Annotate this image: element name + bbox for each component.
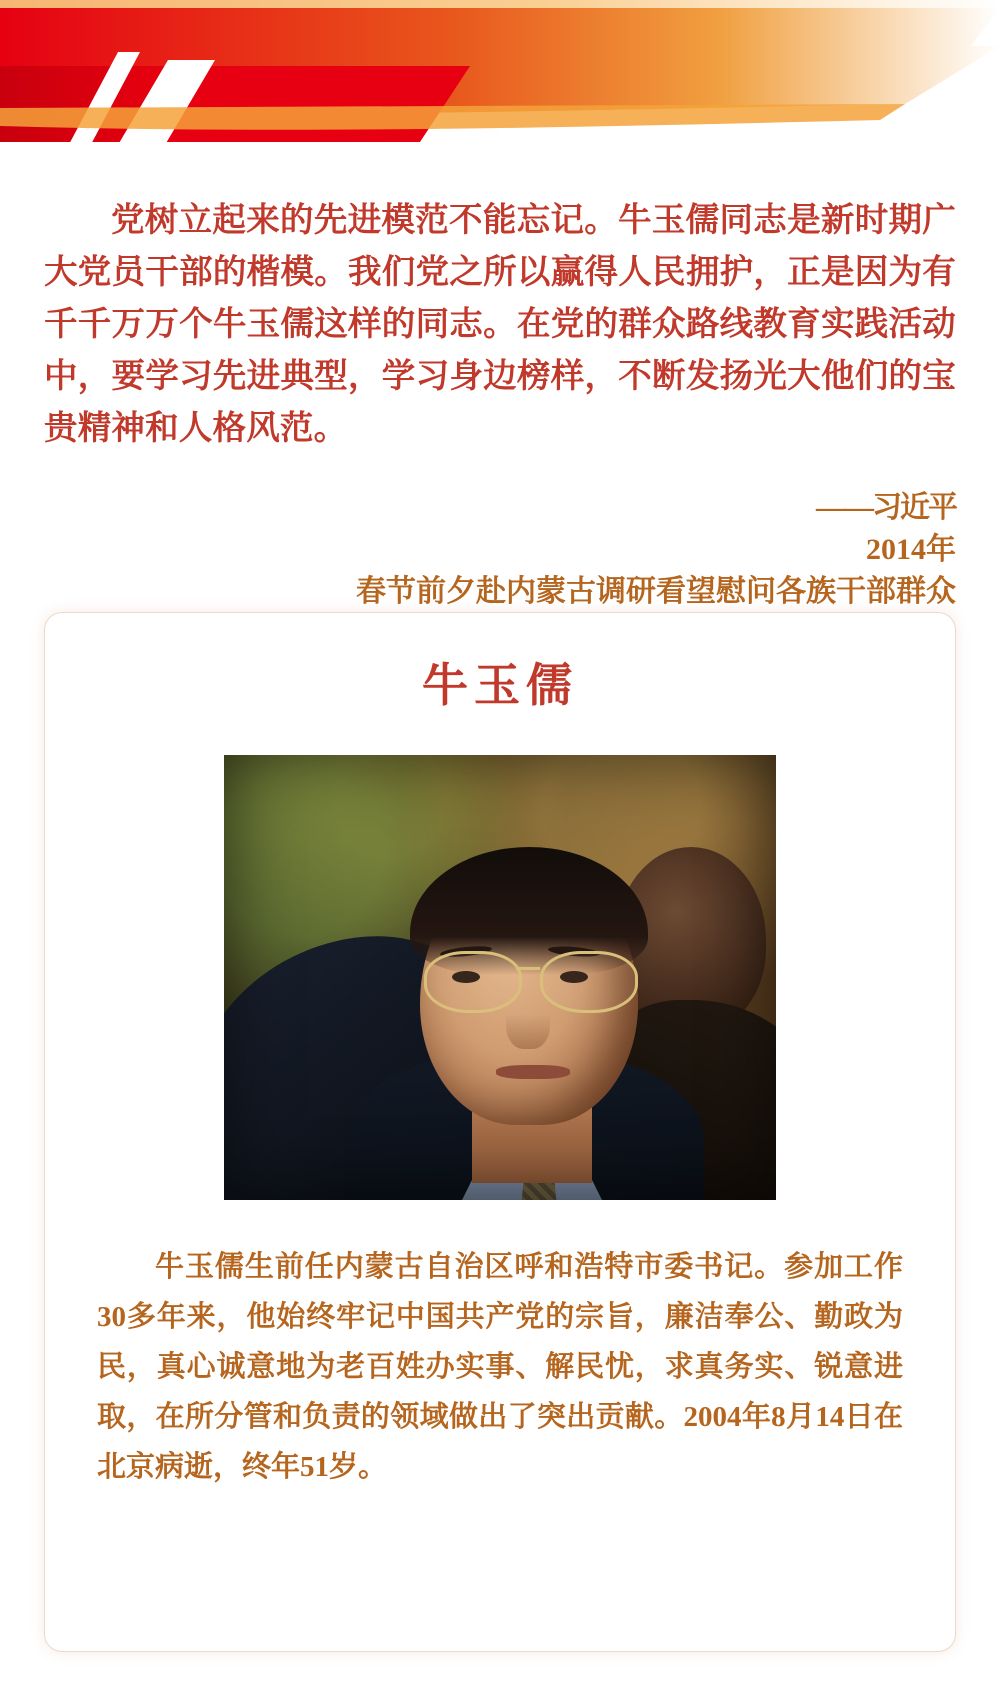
quote-attribution bbox=[44, 487, 956, 613]
profile-card bbox=[44, 612, 956, 1652]
attribution-author: ——习近平 bbox=[816, 491, 956, 524]
banner-ribbon-graphic bbox=[0, 0, 1000, 150]
portrait-photo bbox=[224, 755, 776, 1200]
biography-text: 牛玉儒生前任内蒙古自治区呼和浩特市委书记。参加工作30多年来，他始终牢记中国共产党的宗旨，廉洁奉公、勤政为民，真心诚意地为老百姓办实事、解民忧，求真务实、锐意进取，在所分管和负责的领域做出了突出贡献。2004年8月14日在北京病逝，终年51岁。 bbox=[97, 1251, 903, 1483]
attribution-event: 春节前夕赴内蒙古调研看望慰问各族干部群众 bbox=[356, 575, 956, 608]
portrait-image bbox=[224, 755, 776, 1200]
lens-right bbox=[540, 951, 638, 1013]
glasses-bridge bbox=[516, 967, 540, 970]
top-banner bbox=[0, 0, 1000, 150]
nose bbox=[506, 991, 550, 1049]
quote-text: 党树立起来的先进模范不能忘记。牛玉儒同志是新时期广大党员干部的楷模。我们党之所以赢得人民拥护，正是因为有千千万万个牛玉儒这样的同志。在党的群众路线教育实践活动中，要学习先进典型，学习身边榜样，不断发扬光大他们的宝贵精神和人格风范。 bbox=[44, 199, 956, 447]
mouth bbox=[496, 1065, 570, 1079]
attribution-year: 2014年 bbox=[866, 533, 956, 566]
page-title: 牛玉儒 bbox=[422, 658, 578, 712]
quote-section bbox=[44, 160, 956, 613]
